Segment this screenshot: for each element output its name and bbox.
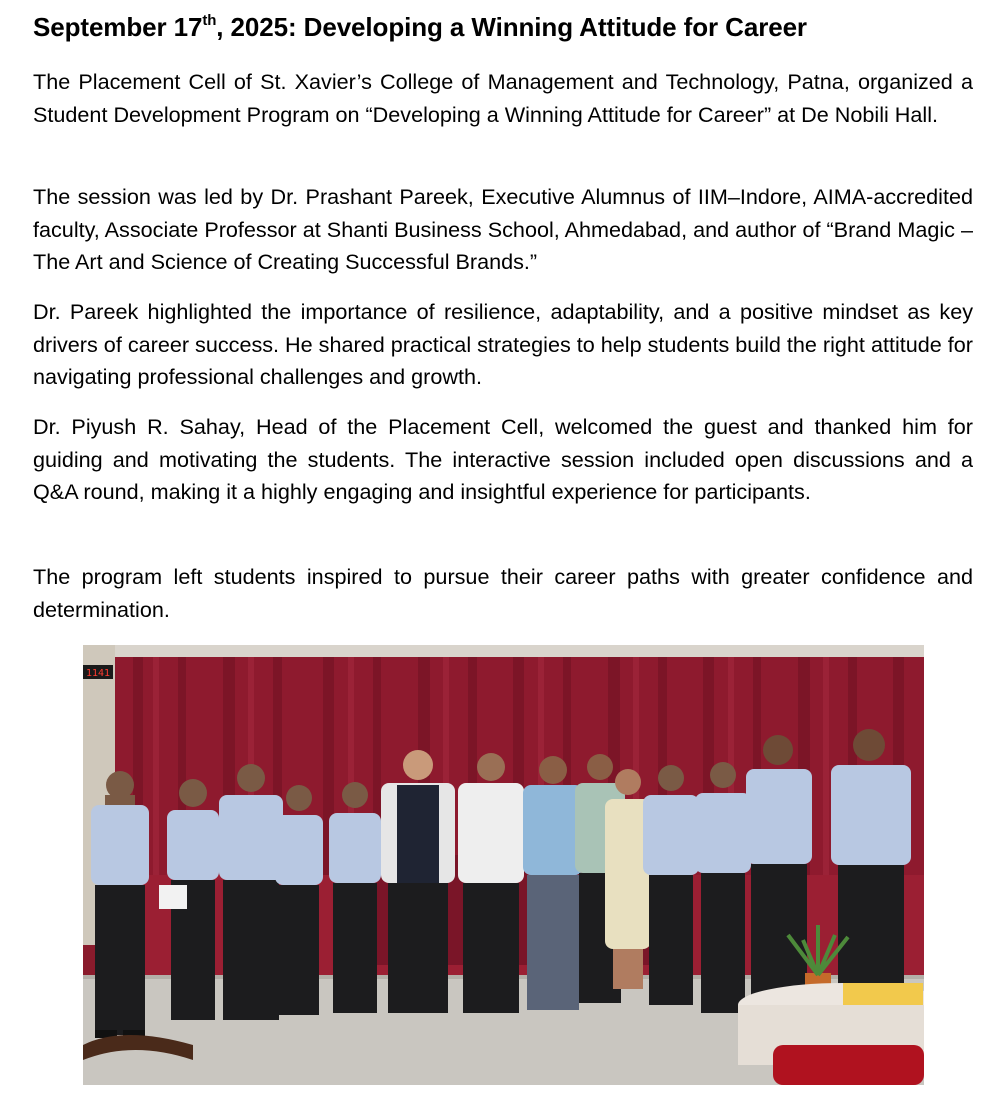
paragraph-welcome: Dr. Piyush R. Sahay, Head of the Placement Cell, welcomed the guest and thanked him for guiding and motivating the students. The interactive session included open discussions and a Q&A round, making it a highly engaging and insightful experience for participants. <box>33 414 973 505</box>
title-text: , 2025: Developing a Winning Attitude for Career <box>216 12 807 42</box>
clock-readout: 1141 <box>85 668 111 679</box>
paragraph-highlights: Dr. Pareek highlighted the importance of resilience, adaptability, and a positive mindset as key drivers of career success. He shared practical strategies to help students build the right attitude for navigating professional challenges and growth. <box>33 299 973 390</box>
red-chair <box>773 1045 924 1085</box>
title-date: September 17 <box>33 12 203 42</box>
title-date-suffix: th <box>202 12 217 29</box>
wall-clock <box>83 665 113 679</box>
page-title <box>33 10 973 44</box>
paragraph-intro: The Placement Cell of St. Xavier’s College of Management and Technology, Patna, organized a Student Development Program on “Developing a Winning Attitude for Career” at De Nobili Hall. <box>33 69 973 127</box>
paragraph-conclusion: The program left students inspired to pursue their career paths with greater confidence and determination. <box>33 564 973 622</box>
event-group-photo <box>83 645 924 1085</box>
paragraph-speaker: The session was led by Dr. Prashant Pareek, Executive Alumnus of IIM–Indore, AIMA-accredited faculty, Associate Professor at Shanti Business School, Ahmedabad, and author of “Brand Magic – The Art and Science of Creating Successful Brands.” <box>33 184 973 275</box>
document-page <box>33 0 973 622</box>
